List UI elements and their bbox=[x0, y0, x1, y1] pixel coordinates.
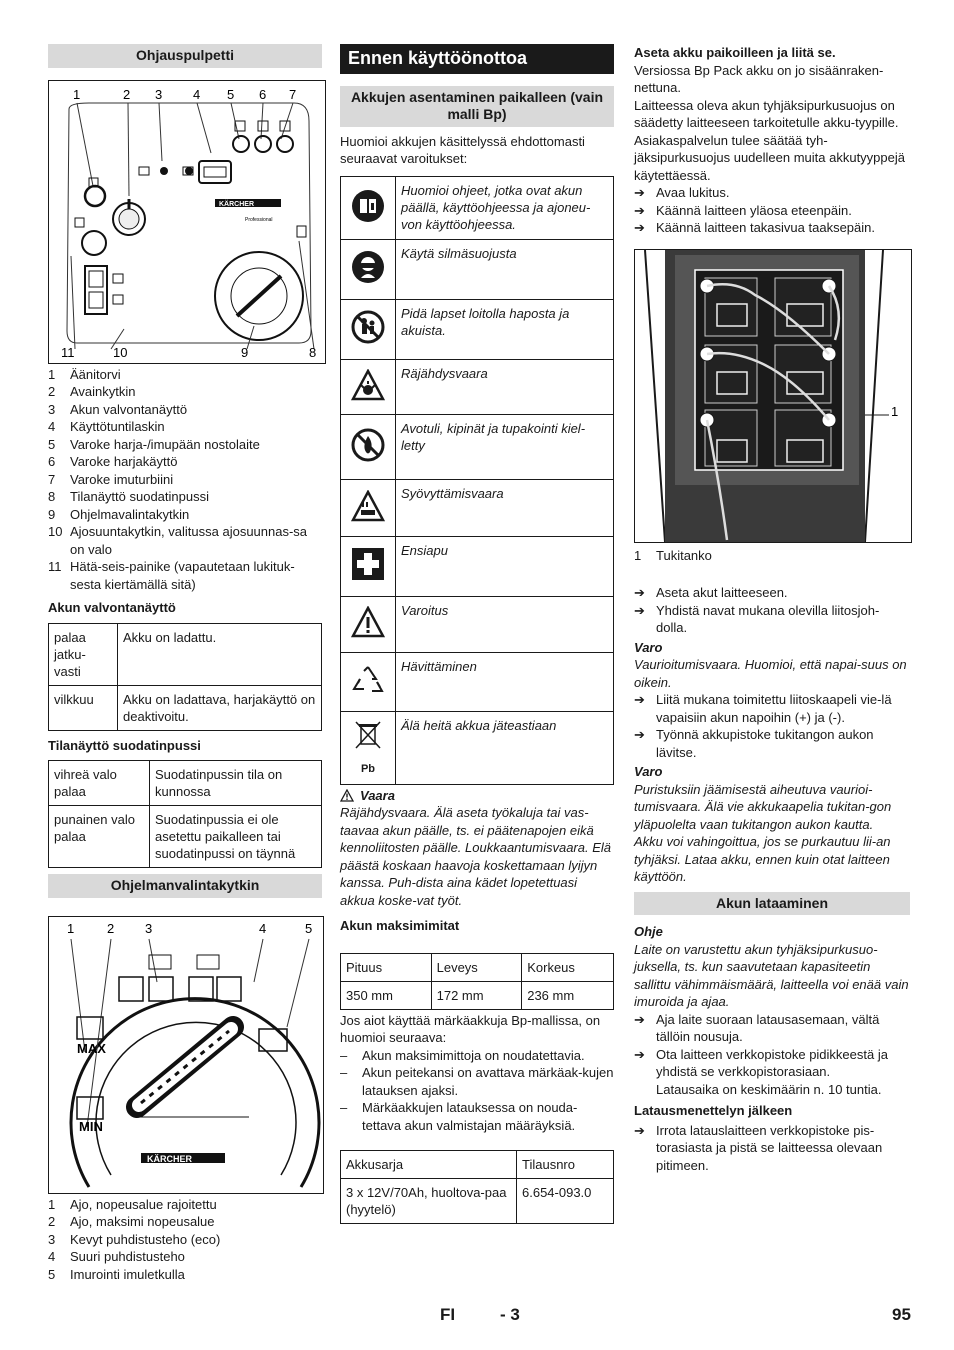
column-1 bbox=[48, 44, 322, 1283]
fig2-num-2: 2 bbox=[107, 920, 115, 936]
table-row: vihreä valo palaa Suodatinpussin tila on kunnossa bbox=[49, 761, 322, 806]
subheading-after-charging: Latausmenettelyn jälkeen bbox=[634, 1103, 793, 1118]
danger-label: Vaara bbox=[360, 787, 395, 803]
table-row: Räjähdysvaara bbox=[341, 359, 614, 414]
table-row: 3 x 12V/70Ah, huoltova-paa (hyytelö) 6.654-093.0 bbox=[341, 1179, 614, 1224]
section-heading-program-switch: Ohjelmanvalintakytkin bbox=[48, 874, 322, 898]
paragraph: Laitteessa oleva akun tyhjäksipurkusuojus on säädetty laitteeseen tarkoitetulle akku-tyypille. Asiakaspalvelun tulee säätää tyh-jäksipurkusuojus uudelleen muita akkutyyppejä käytettäessä. bbox=[634, 97, 905, 183]
no-fire-icon bbox=[351, 428, 385, 462]
program-switch-legend bbox=[48, 1196, 322, 1284]
list-item: 7 Varoke imuturbiini bbox=[48, 471, 174, 487]
table-row: Syövyttämisvaara bbox=[341, 479, 614, 536]
fig1-num-1: 1 bbox=[73, 86, 81, 102]
fig1-num-11: 11 bbox=[61, 344, 75, 360]
fig1-num-9: 9 bbox=[241, 344, 249, 360]
explosion-icon bbox=[351, 369, 385, 401]
wet-battery-intro: Jos aiot käyttää märkäakkuja Bp-mallissa, on huomioi seuraava: bbox=[340, 1012, 601, 1045]
dimensions-table bbox=[340, 953, 614, 1010]
step-item: ➔ Ota laitteen verkkopistoke pidikkeestä ja yhdistä se verkkopistorasiaan. bbox=[634, 1046, 888, 1079]
control-panel-figure bbox=[48, 80, 326, 364]
pb-label: Pb bbox=[360, 763, 376, 775]
danger-text: Räjähdysvaara. Älä aseta työkaluja tai vas-taavaa akun päälle, ts. ei päätenapojen eikä kennoliitosten päälle. Loukkaantumisvaara. Elä päästä koskaan haavoja koskettamaan lyijyn kanssa. Puh-dista aina kädet lopetettuasi akkua koske-vat työt. bbox=[340, 805, 612, 908]
list-item: 11 Hätä-seis-painike (vapautetaan lukituk-sesta kiertämällä sitä) bbox=[48, 559, 295, 592]
fig2-num-3: 3 bbox=[145, 920, 153, 936]
fig1-num-7: 7 bbox=[289, 86, 297, 102]
subheading-battery-monitor: Akun valvontanäyttö bbox=[48, 600, 176, 615]
fig2-num-1: 1 bbox=[67, 920, 75, 936]
subheading-max-dimensions: Akun maksimimitat bbox=[340, 918, 460, 933]
fig2-num-4: 4 bbox=[259, 920, 267, 936]
step-item: ➔ Yhdistä navat mukana olevilla liitosjoh-dolla. bbox=[634, 602, 880, 635]
step-item: ➔ Irrota latauslaitteen verkkopistoke pis-torasiasta ja pistä se laitteessa olevaan pitimeen. bbox=[634, 1122, 883, 1173]
step-item: ➔ Työnnä akkupistoke tukitangon aukon lävitse. bbox=[634, 727, 874, 760]
table-row: Akkusarja Tilausnro bbox=[341, 1151, 614, 1179]
table-row: vilkkuu Akku on ladattava, harjakäyttö on deaktivoitu. bbox=[49, 685, 322, 730]
fig1-num-8: 8 bbox=[309, 344, 317, 360]
warning-symbols-table bbox=[340, 176, 614, 785]
fig1-num-3: 3 bbox=[155, 86, 163, 102]
list-item: 1 Ajo, nopeusalue rajoitettu bbox=[48, 1196, 217, 1212]
step-item: Latausaika on keskimäärin n. 10 tuntia. bbox=[656, 1081, 882, 1097]
fig1-num-4: 4 bbox=[193, 86, 201, 102]
program-switch-drawing bbox=[49, 917, 323, 1193]
table-row: Hävittäminen bbox=[341, 652, 614, 711]
footer-language: FI bbox=[440, 1305, 456, 1324]
step-item: ➔ Liitä mukana toimitettu liitoskaapeli vie-lä vapaisiin akun napoihin (+) ja (-). bbox=[634, 692, 892, 725]
fig1-num-5: 5 bbox=[227, 86, 235, 102]
table-row: Pidä lapset loitolla haposta ja akuista. bbox=[341, 299, 614, 359]
list-item: 8 Tilanäyttö suodatinpussi bbox=[48, 489, 209, 504]
fig1-num-6: 6 bbox=[259, 86, 267, 102]
list-item: 5 Varoke harja-/imupään nostolaite bbox=[48, 436, 260, 452]
table-row: Avotuli, kipinät ja tupakointi kiel-letty bbox=[341, 414, 614, 479]
first-aid-icon bbox=[351, 547, 385, 581]
table-row: punainen valo palaa Suodatinpussia ei ole asetettu paikalleen tai suodatinpussi on täynnä bbox=[49, 806, 322, 868]
table-row: palaa jatku-vasti Akku on ladattu. bbox=[49, 623, 322, 685]
fig2-min: MIN bbox=[79, 1118, 103, 1134]
danger-triangle-icon bbox=[340, 789, 354, 802]
bin-icon bbox=[351, 720, 385, 760]
section-heading-ohjauspulpetti: Ohjauspulpetti bbox=[48, 44, 322, 68]
column-3 bbox=[634, 44, 910, 1174]
table-row: Pb Älä heitä akkua jäteastiaan bbox=[341, 711, 614, 784]
recycle-icon bbox=[350, 663, 386, 697]
table-row: Pituus Leveys Korkeus bbox=[341, 953, 614, 981]
fig2-max: MAX bbox=[77, 1040, 106, 1056]
step-item: ➔ Aja laite suoraan latausasemaan, vältä tällöin nousuja. bbox=[634, 1011, 880, 1044]
step-item: ➔ Käännä laitteen takasivua taaksepäin. bbox=[634, 220, 875, 235]
list-item: 1 Äänitorvi bbox=[48, 366, 121, 382]
paragraph: Versiossa Bp Pack akku on jo sisäänraken-nettuna. bbox=[634, 62, 884, 95]
table-row: Ensiapu bbox=[341, 536, 614, 596]
fig3-num-1: 1 bbox=[891, 403, 899, 419]
list-item: 4 Suuri puhdistusteho bbox=[48, 1249, 185, 1264]
footer-relative-page: - 3 bbox=[500, 1305, 520, 1324]
fig2-brand: KÄRCHER bbox=[147, 1153, 192, 1164]
step-item: ➔ Avaa lukitus. bbox=[634, 185, 730, 200]
battery-compartment-figure bbox=[634, 249, 912, 543]
children-icon bbox=[351, 310, 385, 344]
step-item: ➔ Aseta akut laitteeseen. bbox=[634, 585, 788, 600]
control-panel-legend bbox=[48, 366, 322, 594]
caution-text: Akku voi vahingoittua, jos se purkautuu lii-an tyhjäksi. Lataa akku, ennen kuin otat laitteen käyttöön. bbox=[634, 834, 891, 884]
table-row: Käytä silmäsuojusta bbox=[341, 239, 614, 299]
list-item: – Akun maksimimittoja on noudatettavia. bbox=[340, 1047, 585, 1063]
list-item: 4 Käyttötuntilaskin bbox=[48, 419, 165, 434]
fig1-num-10: 10 bbox=[113, 344, 128, 360]
battery-monitor-table bbox=[48, 623, 322, 731]
list-item: – Akun peitekansi on avattava märkäak-kujen latauksen ajaksi. bbox=[340, 1065, 614, 1098]
list-item: 5 Imurointi imuletkulla bbox=[48, 1266, 185, 1282]
list-item: 2 Ajo, maksimi nopeusalue bbox=[48, 1214, 215, 1229]
filter-bag-table bbox=[48, 760, 322, 868]
table-row: 350 mm 172 mm 236 mm bbox=[341, 981, 614, 1009]
goggles-icon bbox=[351, 250, 385, 284]
figure-legend: 1 Tukitanko bbox=[634, 547, 712, 563]
control-panel-drawing bbox=[49, 81, 325, 363]
list-item: 2 Avainkytkin bbox=[48, 384, 136, 399]
note-text: Laite on varustettu akun tyhjäksipurkusuo-juksella, ts. kun saavutetaan kapasiteetin sallittu vähimmäismäärä, laitteella voi enää vain imuroida ja ajaa. bbox=[634, 941, 909, 1009]
list-item: 3 Akun valvontanäyttö bbox=[48, 401, 188, 417]
program-switch-figure bbox=[48, 916, 324, 1194]
table-row: Huomioi ohjeet, jotka ovat akun päällä, käyttöohjeessa ja ajoneu-von käyttöohjeessa. bbox=[341, 176, 614, 239]
list-item: 9 Ohjelmavalintakytkin bbox=[48, 506, 190, 522]
corrosive-icon bbox=[351, 490, 385, 522]
order-table bbox=[340, 1150, 614, 1224]
fig1-brand: KÄRCHER bbox=[219, 200, 254, 208]
list-item: 10 Ajosuuntakytkin, valitussa ajosuunnas-sa on valo bbox=[48, 524, 308, 557]
list-item: 3 Kevyt puhdistusteho (eco) bbox=[48, 1231, 221, 1247]
danger-notice bbox=[340, 787, 614, 910]
caution-text: Vaurioitumisvaara. Huomioi, että napai-suus on oikein. bbox=[634, 657, 907, 690]
fig1-num-2: 2 bbox=[123, 86, 131, 102]
battery-compartment-drawing bbox=[635, 250, 911, 542]
subheading-filter-bag: Tilanäyttö suodatinpussi bbox=[48, 737, 201, 753]
list-item: – Märkäakkujen latauksessa on nouda-tettava akun valmistajan määräyksiä. bbox=[340, 1100, 578, 1133]
caution-text: Puristuksiin jäämisestä aiheutuva vaurioi-tumisvaara. Älä vie akkukaapelia tukitan-gon yläpuolelta vaan tukitangon aukon kautta. bbox=[634, 781, 892, 832]
step-item: ➔ Käännä laitteen yläosa eteenpäin. bbox=[634, 202, 852, 218]
column-2 bbox=[340, 44, 614, 1224]
intro-text: Huomioi akkujen käsittelyssä ehdottomasti seuraavat varoitukset: bbox=[340, 133, 585, 166]
heading-insert-battery: Aseta akku paikoilleen ja liitä se. bbox=[634, 45, 836, 60]
caution-label: Varo bbox=[634, 764, 663, 779]
fig1-sub: Professional bbox=[245, 216, 273, 223]
section-heading-charging: Akun lataaminen bbox=[634, 892, 910, 916]
manual-icon bbox=[351, 189, 385, 223]
caution-label: Varo bbox=[634, 639, 663, 655]
section-heading-battery-install: Akkujen asentaminen paikalleen (vain malli Bp) bbox=[340, 86, 614, 127]
footer-page-number: 95 bbox=[892, 1305, 911, 1324]
page-title: Ennen käyttöönottoa bbox=[340, 44, 614, 74]
table-row: Varoitus bbox=[341, 596, 614, 652]
note-label: Ohje bbox=[634, 924, 663, 939]
list-item: 6 Varoke harjakäyttö bbox=[48, 454, 178, 469]
fig2-num-5: 5 bbox=[305, 920, 313, 936]
warning-icon bbox=[351, 606, 385, 638]
